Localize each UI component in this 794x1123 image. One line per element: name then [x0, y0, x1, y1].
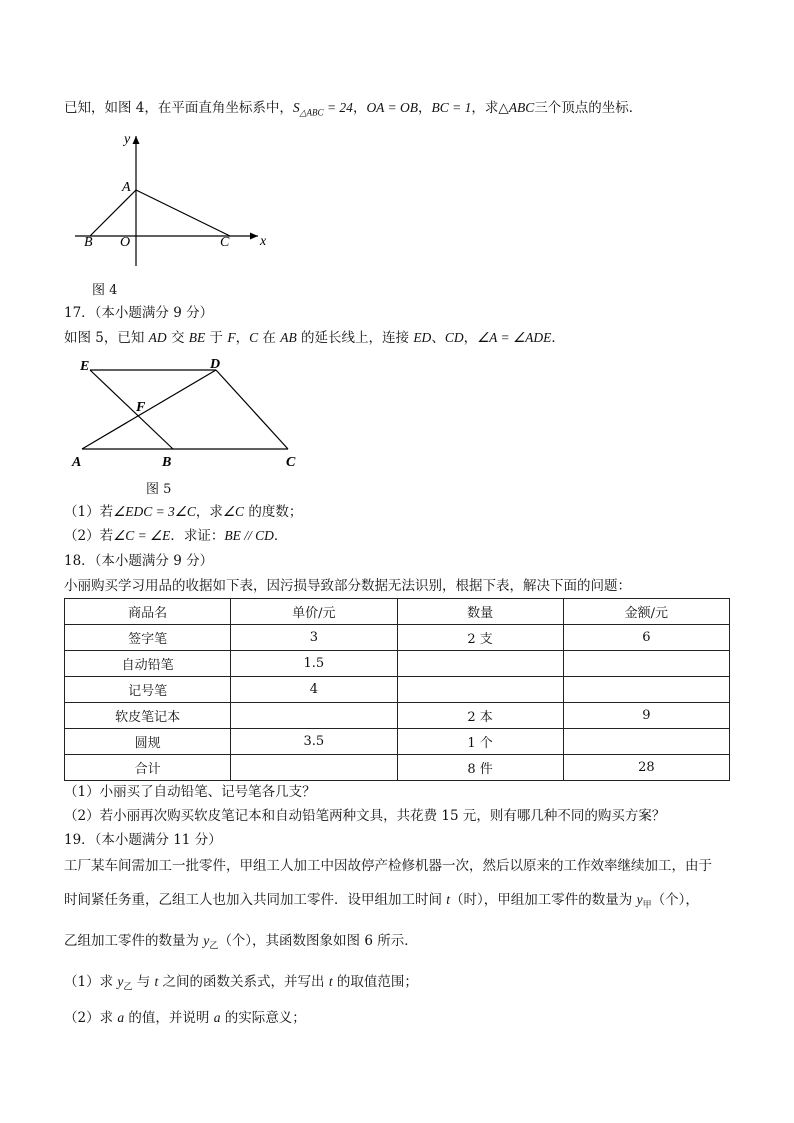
table-cell: 1 个 — [397, 729, 563, 755]
table-cell: 1.5 — [231, 651, 397, 677]
table-row — [65, 755, 730, 781]
receipt-table — [64, 598, 730, 781]
table-row — [65, 729, 730, 755]
table-cell: 自动铅笔 — [65, 651, 231, 677]
q19-line2: 时间紧任务重，乙组工人也加入共同加工零件．设甲组加工时间 t（时），甲组加工零件的数量为 $y_甲$（个）， — [64, 892, 699, 911]
table-cell — [397, 677, 563, 703]
table-cell: 合计 — [65, 755, 231, 781]
table-header-cell: 单价/元 — [231, 599, 397, 625]
label-b: B — [162, 455, 172, 470]
segment-ba — [90, 190, 136, 236]
table-header-row — [65, 599, 730, 625]
table-cell: 3.5 — [231, 729, 397, 755]
table-header-cell: 金额/元 — [563, 599, 729, 625]
table-cell — [563, 729, 729, 755]
table-cell — [563, 651, 729, 677]
q19-header: 19．（本小题满分 11 分） — [64, 832, 222, 848]
table-cell: 2 支 — [397, 625, 563, 651]
q17-part1: （1）若∠EDC = 3∠C，求∠C 的度数； — [64, 504, 303, 520]
table-header-cell: 数量 — [397, 599, 563, 625]
q17-header: 17．（本小题满分 9 分） — [64, 305, 214, 321]
table-cell: 6 — [563, 625, 729, 651]
figure-5-caption: 图 5 — [146, 482, 172, 497]
label-b: B — [84, 235, 93, 250]
table-cell: 记号笔 — [65, 677, 231, 703]
table-cell: 8 件 — [397, 755, 563, 781]
table-cell: 28 — [563, 755, 729, 781]
q18-part1: （1）小丽买了自动铅笔、记号笔各几支？ — [64, 784, 316, 800]
label-e: E — [80, 359, 90, 374]
table-cell: 9 — [563, 703, 729, 729]
q19-part1: （1）求 $y_乙$ 与 t 之间的函数关系式，并写出 t 的取值范围； — [64, 974, 418, 993]
q18-stem: 小丽购买学习用品的收据如下表，因污损导致部分数据无法识别，根据下表，解决下面的问题： — [64, 578, 631, 594]
table-row — [65, 677, 730, 703]
label-f: F — [136, 400, 146, 415]
table-cell: 2 本 — [397, 703, 563, 729]
q18-header: 18．（本小题满分 9 分） — [64, 553, 214, 569]
figure-5 — [70, 352, 310, 477]
q19-part2: （2）求 a 的值，并说明 a 的实际意义； — [64, 1010, 306, 1026]
table-cell — [397, 651, 563, 677]
table-row — [65, 703, 730, 729]
table-row — [65, 625, 730, 651]
q17-part2: （2）若∠C = ∠E．求证：BE // CD． — [64, 528, 288, 544]
table-cell — [231, 755, 397, 781]
q19-line3: 乙组加工零件的数量为 $y_乙$（个），其函数图象如图 6 所示． — [64, 933, 418, 952]
table-cell — [231, 703, 397, 729]
intro-text: 已知，如图 4，在平面直角坐标系中， — [64, 100, 293, 116]
label-d: D — [210, 357, 221, 372]
oa-ob-condition: OA = OB — [366, 100, 419, 115]
intro-line: 已知，如图 4，在平面直角坐标系中，$S_{\triangle ABC} = 24$，OA = OB，BC = 1，求△ABC三个顶点的坐标． — [64, 100, 643, 118]
area-symbol: $S_{\triangle ABC} = 24$ — [292, 100, 353, 118]
bc-condition: BC = 1 — [431, 100, 472, 115]
table-cell — [563, 677, 729, 703]
figure-4 — [70, 128, 270, 273]
y-axis-arrow — [133, 136, 140, 144]
label-y: y — [124, 132, 131, 147]
label-a: A — [72, 455, 82, 470]
table-cell: 3 — [231, 625, 397, 651]
label-c: C — [220, 235, 230, 250]
q17-stem: 如图 5，已知 AD 交 BE 于 F，C 在 AB 的延长线上，连接 ED、CD，∠A = ∠ADE． — [64, 330, 565, 346]
label-o: O — [120, 235, 131, 250]
q19-line1: 工厂某车间需加工一批零件，甲组工人加工中因故停产检修机器一次，然后以原来的工作效率继续加工，由于 — [64, 858, 712, 874]
label-x: x — [260, 234, 267, 249]
figure-4-svg — [70, 128, 270, 273]
table-cell: 4 — [231, 677, 397, 703]
x-axis-arrow — [250, 233, 258, 240]
segment-dc — [216, 370, 288, 449]
figure-4-caption: 图 4 — [92, 283, 118, 298]
figure-5-svg — [70, 352, 310, 477]
table-header-cell: 商品名 — [65, 599, 231, 625]
label-c: C — [286, 455, 296, 470]
table-cell: 圆规 — [65, 729, 231, 755]
q18-part2: （2）若小丽再次购买软皮笔记本和自动铅笔两种文具，共花费 15 元，则有哪几种不同的购买方案？ — [64, 808, 666, 824]
table-cell: 软皮笔记本 — [65, 703, 231, 729]
label-a: A — [122, 180, 131, 195]
table-cell: 签字笔 — [65, 625, 231, 651]
table-row — [65, 651, 730, 677]
segment-ac — [136, 190, 230, 236]
